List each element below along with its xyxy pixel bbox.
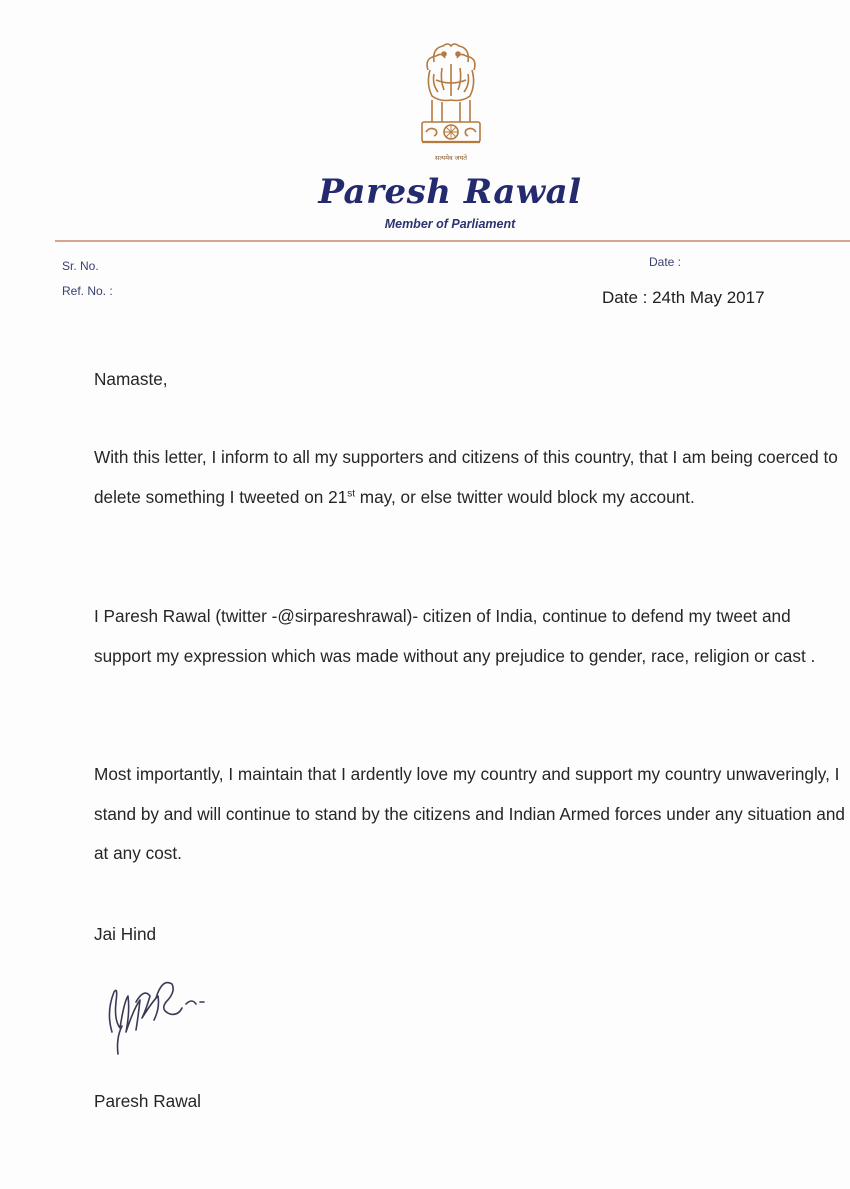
handwritten-signature bbox=[100, 962, 230, 1062]
paragraph-1-text: With this letter, I inform to all my supporters and citizens of this country, that I am being coerced to delete something I tweeted on 21 bbox=[94, 447, 838, 507]
letterhead-divider bbox=[55, 240, 850, 242]
letter-date: Date : 24th May 2017 bbox=[602, 288, 765, 307]
letterhead-title: Member of Parliament bbox=[384, 217, 516, 231]
sr-no-label: Sr. No. bbox=[62, 259, 99, 273]
state-emblem-icon bbox=[412, 40, 490, 168]
ref-no-label: Ref. No. : bbox=[62, 284, 113, 298]
paragraph-2: I Paresh Rawal (twitter -@sirpareshrawal)- citizen of India, continue to defend my tweet and support my expression which was made without any prejudice to gender, race, religion or cast . bbox=[94, 606, 816, 666]
paragraph-1-text-end: may, or else twitter would block my account. bbox=[355, 486, 695, 507]
salutation: Namaste, bbox=[94, 369, 168, 389]
date-label: Date : bbox=[649, 255, 682, 269]
emblem-motto: सत्यमेव जयते bbox=[435, 154, 467, 162]
closing: Jai Hind bbox=[94, 924, 157, 944]
signatory-name: Paresh Rawal bbox=[94, 1091, 201, 1111]
paragraph-1 bbox=[94, 438, 850, 517]
ordinal-suffix: st bbox=[347, 487, 355, 499]
letterhead-name: Paresh Rawal bbox=[318, 172, 582, 212]
paragraph-3: Most importantly, I maintain that I ardently love my country and support my country unwaveringly, I stand by and will continue to stand by the citizens and Indian Armed forces under any situation and at any cost. bbox=[94, 764, 845, 863]
